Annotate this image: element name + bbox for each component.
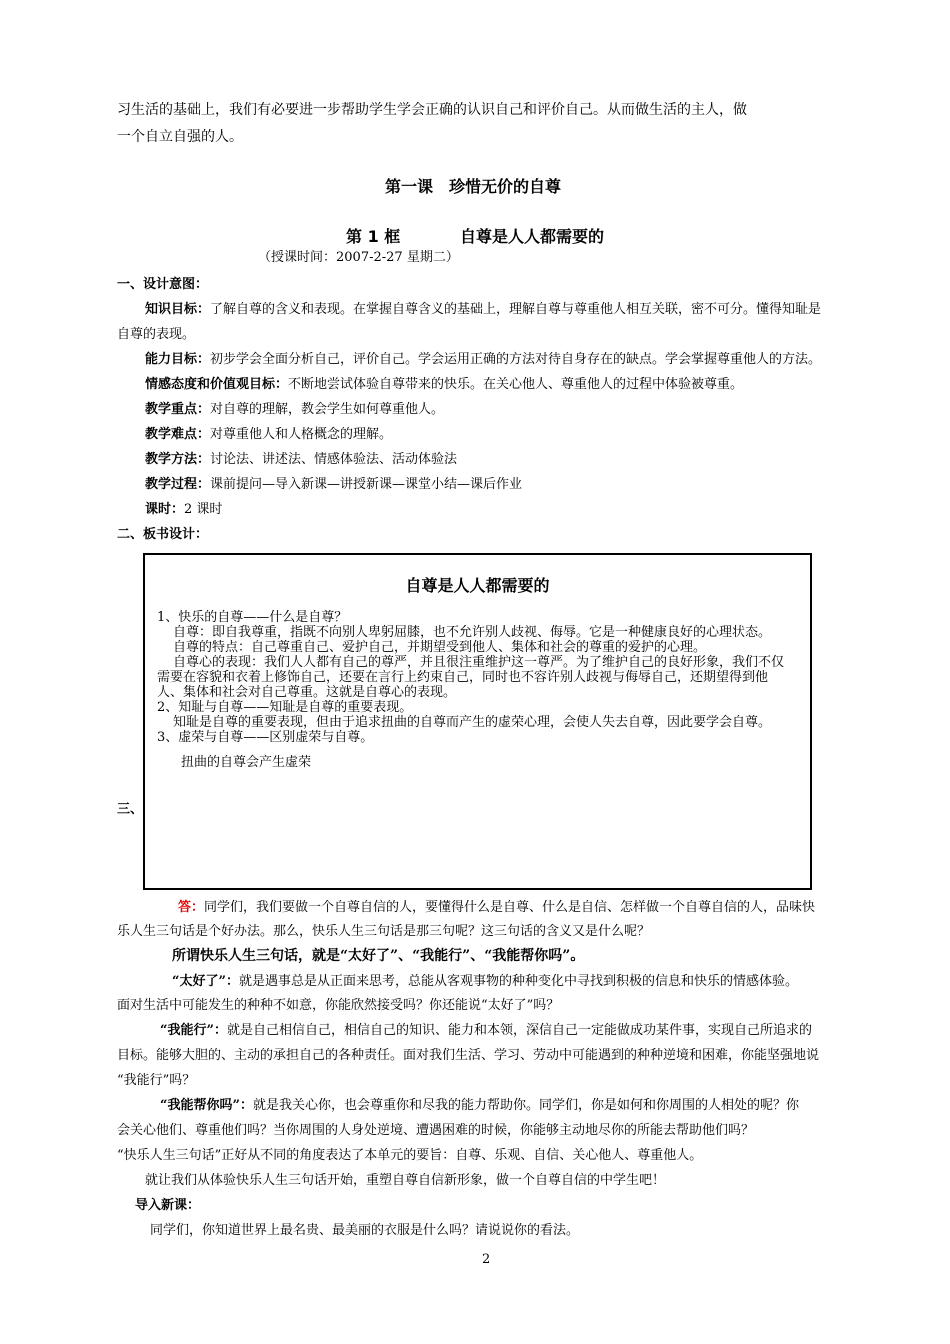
teaching-key	[145, 400, 444, 420]
board-line-5: 需要在容貌和衣着上修饰自己，还要在言行上约束自己，同时也不容许别人歧视与侮辱自己，还期望得到他	[157, 670, 769, 685]
emotion-goal-text: 不断地尝试体验自尊带来的快乐。在关心他人、尊重他人的过程中体验被尊重。	[288, 377, 744, 392]
closing: 就让我们从体验快乐人生三句话开始，重塑自尊自信新形象，做一个自尊自信的中学生吧！	[145, 1173, 666, 1188]
frame-number: 第 1 框	[346, 227, 401, 246]
sentence-1-text: 就是遇事总是从正面来思考，总能从客观事物的种种变化中寻找到积极的信息和快乐的情感体验。	[238, 974, 798, 989]
board-line-9: 3、虚荣与自尊——区别虚荣与自尊。	[157, 730, 374, 745]
knowledge-goal-cont: 自尊的表现。	[117, 327, 196, 342]
summary: “快乐人生三句话”正好从不同的角度表达了本单元的要旨：自尊、乐观、自信、关心他人、尊重他人。	[117, 1148, 703, 1163]
sentence-2	[160, 1021, 812, 1041]
board-line-1: 1、快乐的自尊——什么是自尊？	[157, 610, 348, 625]
sentence-3-cont: 会关心他们、尊重他们吗？当你周围的人身处逆境、遭遇困难的时候，你能够主动地尽你的所能去帮助他们吗？	[117, 1123, 755, 1138]
teaching-difficulty	[145, 425, 392, 445]
teaching-difficulty-text: 对尊重他人和人格概念的理解。	[210, 427, 393, 442]
class-hours-text: 2 课时	[184, 502, 223, 517]
board-line-2: 自尊：即自我尊重，指既不向别人卑躬屈膝，也不允许别人歧视、侮辱。它是一种健康良好的心理状态。	[173, 625, 772, 640]
board-line-10: 扭曲的自尊会产生虚荣	[181, 755, 312, 770]
sentence-2-cont2: “我能行”吗？	[117, 1073, 196, 1088]
frame-name: 自尊是人人都需要的	[460, 227, 605, 246]
section3-heading: 三、	[117, 802, 144, 817]
ability-goal	[145, 350, 821, 370]
teaching-method-text: 讨论法、讲述法、情感体验法、活动体验法	[210, 452, 458, 467]
answer-text: 同学们，我们要做一个自尊自信的人，要懂得什么是自尊、什么是自信、怎样做一个自尊自信的人，品味快	[204, 900, 816, 915]
sentence-3-text: 就是我关心你，也会尊重你和尽我的能力帮助你。同学们，你是如何和你周围的人相处的呢？你	[252, 1098, 799, 1113]
teaching-process-label: 教学过程：	[145, 477, 211, 492]
intro-line-2: 一个自立自强的人。	[117, 129, 243, 145]
answer-label: 答：	[178, 900, 205, 915]
knowledge-goal	[145, 300, 821, 320]
blackboard-design-box	[143, 553, 812, 890]
teaching-process-text: 课前提问—导入新课—讲授新课—课堂小结—课后作业	[210, 477, 523, 492]
board-line-8: 知耻是自尊的重要表现，但由于追求扭曲的自尊而产生的虚荣心理，会使人失去自尊，因此要学会自尊。	[173, 715, 772, 730]
answer-line-1	[178, 898, 815, 918]
lesson-title: 第一课 珍惜无价的自尊	[385, 177, 562, 196]
ability-goal-label: 能力目标：	[145, 352, 211, 367]
knowledge-goal-text: 了解自尊的含义和表现。在掌握自尊含义的基础上，理解自尊与尊重他人相互关联，密不可分。懂得知耻是	[210, 302, 822, 317]
new-lesson-heading: 导入新课：	[135, 1198, 201, 1213]
emotion-goal	[145, 375, 743, 395]
board-line-7: 2、知耻与自尊——知耻是自尊的重要表现。	[157, 700, 413, 715]
sentence-2-cont: 目标。能够大胆的、主动的承担自己的各种责任。面对我们生活、学习、劳动中可能遇到的种种逆境和困难，你能坚强地说	[117, 1048, 820, 1063]
teaching-method	[145, 450, 457, 470]
answer-line-2: 乐人生三句话是个好办法。那么，快乐人生三句话是那三句呢？这三句话的含义又是什么呢？	[117, 924, 651, 939]
board-line-3: 自尊的特点：自己尊重自己、爱护自己，并期望受到他人、集体和社会的尊重的爱护的心理。	[173, 640, 707, 655]
class-hours-label: 课时：	[145, 502, 185, 517]
sentence-1-cont: 面对生活中可能发生的种种不如意，你能欣然接受吗？你还能说“太好了”吗？	[117, 998, 560, 1013]
teaching-process	[145, 475, 522, 495]
sentence-3-label: “我能帮你吗”：	[160, 1098, 253, 1113]
emotion-goal-label: 情感态度和价值观目标：	[145, 377, 289, 392]
section1-heading: 一、设计意图：	[117, 277, 209, 292]
sentence-1-label: “太好了”：	[172, 974, 239, 989]
teaching-key-label: 教学重点：	[145, 402, 211, 417]
board-title: 自尊是人人都需要的	[405, 576, 550, 595]
sentence-1	[172, 972, 798, 992]
ability-goal-text: 初步学会全面分析自己，评价自己。学会运用正确的方法对待自身存在的缺点。学会掌握尊重他人的方法。	[210, 352, 822, 367]
page-number: 2	[482, 1252, 491, 1267]
sentence-2-text: 就是自己相信自己，相信自己的知识、能力和本领，深信自己一定能做成功某件事，实现自己所追求的	[226, 1023, 812, 1038]
teaching-method-label: 教学方法：	[145, 452, 211, 467]
teaching-key-text: 对自尊的理解，教会学生如何尊重他人。	[210, 402, 445, 417]
new-lesson-text: 同学们，你知道世界上最名贵、最美丽的衣服是什么吗？请说说你的看法。	[150, 1223, 580, 1238]
section2-heading: 二、板书设计：	[117, 527, 209, 542]
knowledge-goal-label: 知识目标：	[145, 302, 211, 317]
board-line-4: 自尊心的表现：我们人人都有自己的尊严，并且很注重维护这一尊严。为了维护自己的良好形象，我们不仅	[173, 655, 785, 670]
teaching-difficulty-label: 教学难点：	[145, 427, 211, 442]
intro-line-1: 习生活的基础上，我们有必要进一步帮助学生学会正确的认识自己和评价自己。从而做生活的主人，做	[117, 102, 747, 118]
board-line-6: 人、集体和社会对自己尊重。这就是自尊心的表现。	[157, 685, 457, 700]
class-time: （授课时间：2007-2-27 星期二）	[258, 250, 459, 265]
three-sentences: 所谓快乐人生三句话，就是“太好了”、“我能行”、“我能帮你吗”。	[172, 948, 585, 964]
class-hours	[145, 500, 222, 520]
sentence-2-label: “我能行”：	[160, 1023, 227, 1038]
sentence-3	[160, 1096, 799, 1116]
